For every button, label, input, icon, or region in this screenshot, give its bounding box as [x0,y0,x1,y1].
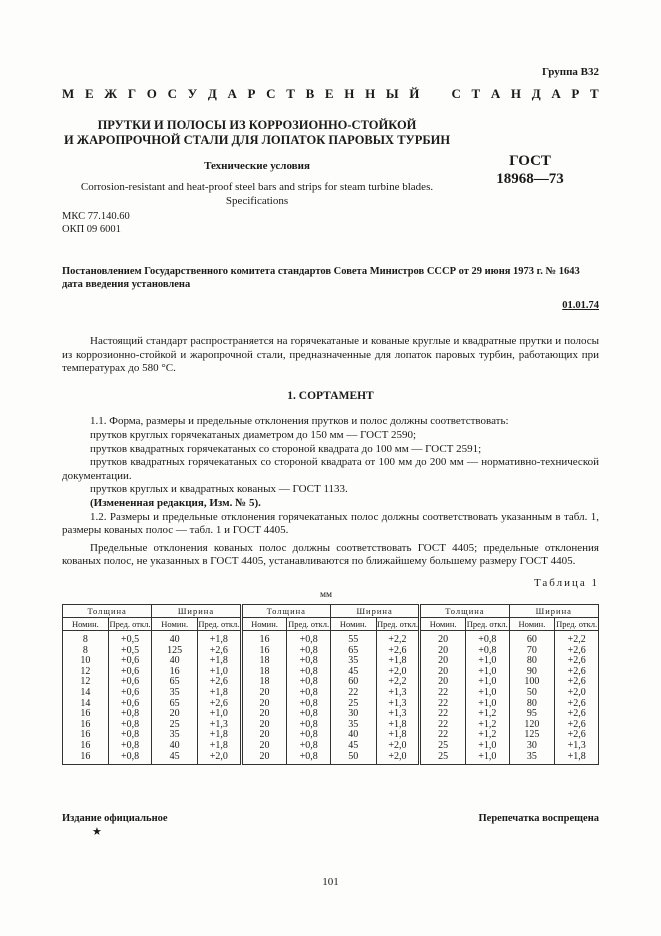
standard-banner [62,86,599,102]
table-cell: 35 [330,656,376,667]
table-cell: 125 [152,646,198,657]
table-cell: 20 [152,709,198,720]
table-cell: 16 [152,667,198,678]
table-cell: 25 [420,741,466,752]
table-cell: 20 [241,741,287,752]
table-cell: 22 [420,699,466,710]
table-cell: 50 [509,688,555,699]
table-sub-header: Номин. [330,618,376,631]
banner-letter: У [187,86,198,101]
banner-letter: Н [344,86,355,101]
table-cell: 20 [420,656,466,667]
table-cell: +1,8 [376,730,420,741]
mks-code: МКС 77.140.60 [62,211,130,222]
table-cell: 40 [152,741,198,752]
banner-letter: Р [247,86,256,101]
table-cell: +0,8 [108,752,152,765]
table-cell: 125 [509,730,555,741]
table-cell: 20 [241,730,287,741]
table-cell: +1,0 [465,699,509,710]
banner-letter: Н [365,86,376,101]
banner-letter: С [167,86,177,101]
table-cell: 12 [63,667,109,678]
banner-letter: Ж [104,86,118,101]
banner-letter: Г [127,86,137,101]
table-cell: +0,8 [108,741,152,752]
paragraph-1-1-c: прутков квадратных горячекатаных со стороной квадрата от 100 мм до 200 мм — нормативно-технической документации. [62,456,599,482]
banner-letter: Ы [385,86,399,101]
table-body [63,631,599,765]
table-cell: 14 [63,699,109,710]
table-cell: +2,6 [555,709,599,720]
table-cell: 40 [330,730,376,741]
table-row [63,720,599,731]
english-title [62,180,452,208]
table-cell: 30 [330,709,376,720]
table-cell: +2,6 [555,656,599,667]
table-sub-header: Номин. [63,618,109,631]
paragraph-1-1-a: прутков круглых горячекатаных диаметром до 150 мм — ГОСТ 2590; [90,428,417,441]
table-row [63,677,599,688]
table-cell: 100 [509,677,555,688]
intro-paragraph: Настоящий стандарт распространяется на горячекатаные и кованые круглые и квадратные прутки и полосы из коррозионно-стойкой и жаропрочной стали, предназначенные для лопаток паровых турбин, работающих при температурах до 580 °С. [62,335,599,375]
table-cell: 25 [420,752,466,765]
table-cell: 80 [509,656,555,667]
gost-code: 18968—73 [496,171,564,187]
classification-codes [62,210,130,236]
table-cell: +1,3 [198,720,242,731]
table-cell: +2,6 [555,699,599,710]
table-cell: +1,8 [198,741,242,752]
reprint-notice: Перепечатка воспрещена [478,813,599,824]
table-cell: +1,3 [555,741,599,752]
table-sub-header: Номин. [420,618,466,631]
official-edition: Издание официальное [62,813,168,824]
table-cell: 20 [420,677,466,688]
table-cell: +1,0 [198,667,242,678]
paragraph-1-2: 1.2. Размеры и предельные отклонения горячекатаных полос должны соответствовать указанным в табл. 1, размеры кованых полос — табл. 1 и ГОСТ 4405. [62,510,599,537]
table-cell: +0,6 [108,688,152,699]
gost-number [490,152,570,188]
table-cell: +1,8 [198,631,242,646]
banner-letter: Т [590,86,599,101]
table-cell: +2,0 [376,667,420,678]
table-cell: 65 [152,699,198,710]
table-cell: 16 [63,741,109,752]
table-cell: 22 [420,730,466,741]
table-cell: 25 [152,720,198,731]
table-unit: мм [320,590,333,600]
table-cell: +1,3 [376,709,420,720]
banner-letter: С [451,86,461,101]
table-cell: 40 [152,631,198,646]
table-cell: +1,8 [198,730,242,741]
table-row [63,631,599,646]
table-cell: +0,8 [287,709,331,720]
table-cell: 25 [330,699,376,710]
table-cell: 20 [420,646,466,657]
table-cell: 95 [509,709,555,720]
table-row [63,646,599,657]
banner-letter: Е [84,86,94,101]
english-title-line-1: Corrosion-resistant and heat-proof steel bars and strips for steam turbine blades. [80,181,434,193]
table-cell: +2,0 [555,688,599,699]
table-cell: +0,5 [108,646,152,657]
table-cell: 12 [63,677,109,688]
table-cell: +1,0 [465,688,509,699]
table-group-header: Толщина [63,605,152,618]
table-cell: +1,2 [465,709,509,720]
table-cell: 16 [241,631,287,646]
table-cell: +2,2 [376,677,420,688]
table-cell: 35 [152,688,198,699]
english-title-line-2: Specifications [225,195,289,207]
table-sub-header: Пред. откл. [198,619,240,629]
table-cell: +0,8 [287,720,331,731]
table-row [63,699,599,710]
table-cell: 16 [241,646,287,657]
table-sub-header: Пред. откл. [288,619,330,629]
paragraph-1-2-b: Предельные отклонения кованых полос должны соответствовать ГОСТ 4405; предельные отклонения кованых полос, не указанных в ГОСТ 4405, устанавливаются по ближайшему большему размеру ГОСТ 4405. [62,541,599,568]
table-cell: +0,6 [108,677,152,688]
group-code: Группа В32 [541,66,599,78]
table-sub-header: Пред. откл. [466,619,508,629]
table-cell: 60 [330,677,376,688]
page-number: 101 [322,876,339,888]
table-row [63,752,599,765]
introduction-date: 01.01.74 [562,300,599,311]
paragraph-1-1: 1.1. Форма, размеры и предельные отклонения прутков и полос должны соответствовать: [90,415,509,428]
table-cell: 16 [63,730,109,741]
table-sub-header: Номин. [152,618,198,631]
table-sub-header: Пред. откл. [109,619,151,629]
table-cell: +1,8 [198,656,242,667]
banner-letter: А [490,86,501,101]
table-cell: 8 [63,631,109,646]
table-cell: +0,8 [287,752,331,765]
dimensions-table [62,604,599,765]
table-group-header: Толщина [420,605,509,618]
table-cell: +0,8 [287,667,331,678]
table-cell: 16 [63,752,109,765]
table-cell: 60 [509,631,555,646]
table-cell: +2,6 [198,646,242,657]
table-cell: 50 [330,752,376,765]
table-cell: 22 [420,688,466,699]
banner-letter: Р [571,86,580,101]
table-cell: +0,8 [108,709,152,720]
table-group-header-row [63,605,599,618]
table-cell: +0,8 [287,741,331,752]
table-cell: 20 [241,699,287,710]
table-cell: +0,8 [287,646,331,657]
table-cell: +2,6 [555,720,599,731]
banner-letter: Т [471,86,481,101]
table-cell: +1,3 [376,699,420,710]
banner-letter: Й [409,86,420,101]
table-cell: 30 [509,741,555,752]
table-cell: +1,8 [555,752,599,765]
table-cell: +2,0 [198,752,242,765]
table-cell: 20 [241,720,287,731]
table-cell: 90 [509,667,555,678]
table-sub-header: Пред. откл. [376,619,418,629]
table-row [63,709,599,720]
table-sub-header: Номин. [509,618,555,631]
table-cell: +0,8 [287,730,331,741]
decree-text [62,265,602,291]
paragraph-1-1-b: прутков квадратных горячекатаных со стороной квадрата до 100 мм — ГОСТ 2591; [90,442,482,455]
table-cell: 80 [509,699,555,710]
star-icon: ★ [92,826,102,838]
table-cell: +0,8 [108,720,152,731]
table-cell: +2,2 [376,631,420,646]
table-cell: +0,8 [287,688,331,699]
table-cell: +1,8 [376,720,420,731]
table-cell: +0,5 [108,631,152,646]
table-cell: 55 [330,631,376,646]
table-cell: 70 [509,646,555,657]
table-cell: +0,8 [287,677,331,688]
table-cell: 45 [330,741,376,752]
table-cell: +0,8 [465,646,509,657]
table-cell: 16 [63,720,109,731]
table-cell: 35 [509,752,555,765]
banner-letter: Е [324,86,334,101]
table-cell: 35 [152,730,198,741]
table-cell: +2,6 [555,646,599,657]
table-cell: 22 [420,709,466,720]
table-cell: +0,8 [287,699,331,710]
table-cell: 18 [241,667,287,678]
decree-line-1: Постановлением Государственного комитета стандартов Совета Министров СССР от 29 июня 1973 г. № 1643 [62,266,580,277]
table-row [63,741,599,752]
table-cell: +2,0 [376,741,420,752]
table-cell: +0,8 [287,656,331,667]
decree-line-2: дата введения установлена [62,279,191,290]
table-cell: 120 [509,720,555,731]
table-cell: +1,0 [465,677,509,688]
title-line-1: ПРУТКИ И ПОЛОСЫ ИЗ КОРРОЗИОННО-СТОЙКОЙ [97,118,417,132]
table-cell: +0,6 [108,699,152,710]
document-title [62,118,452,148]
document-subtitle: Технические условия [204,160,310,172]
table-cell: +1,8 [198,688,242,699]
section-heading: 1. СОРТАМЕНТ [287,389,374,402]
table-cell: +2,6 [198,677,242,688]
table-row [63,688,599,699]
banner-letter: Д [531,86,541,101]
table-cell: +1,2 [465,720,509,731]
paragraph-1-1-d: прутков круглых и квадратных кованых — ГОСТ 1133. [90,483,348,496]
amendment-note: (Измененная редакция, Изм. № 5). [90,496,261,509]
banner-letter: С [266,86,276,101]
table-cell: 65 [330,646,376,657]
table-cell: +2,6 [555,730,599,741]
table-cell: +2,6 [555,677,599,688]
banner-letter: В [305,86,315,101]
table-cell: +2,0 [376,752,420,765]
table-cell: 65 [152,677,198,688]
table-cell: 35 [330,720,376,731]
table-cell: 10 [63,656,109,667]
table-cell: 18 [241,656,287,667]
banner-letter: А [227,86,237,101]
table-cell: +2,6 [376,646,420,657]
table-group-header: Толщина [241,605,330,618]
banner-letter: А [551,86,561,101]
title-line-2: И ЖАРОПРОЧНОЙ СТАЛИ ДЛЯ ЛОПАТОК ПАРОВЫХ ТУРБИН [63,133,451,147]
table-cell: 8 [63,646,109,657]
table-cell: +1,2 [465,730,509,741]
table-cell: +1,0 [465,752,509,765]
table-sub-header-row [63,618,599,631]
table-group-header: Ширина [330,605,419,618]
table-cell: 45 [330,667,376,678]
table-row [63,656,599,667]
gost-label: ГОСТ [509,153,551,169]
table-cell: 40 [152,656,198,667]
table-sub-header: Номин. [241,618,287,631]
table-cell: +1,0 [465,667,509,678]
table-cell: 16 [63,709,109,720]
table-cell: +2,6 [198,699,242,710]
table-cell: +2,2 [555,631,599,646]
banner-letter: Н [510,86,522,101]
table-cell: 20 [241,688,287,699]
table-cell: +0,8 [465,631,509,646]
table-cell: +1,8 [376,656,420,667]
table-cell: 20 [420,631,466,646]
table-cell: 14 [63,688,109,699]
table-row [63,667,599,678]
table-label: Таблица 1 [533,577,599,589]
table-cell: +0,8 [287,631,331,646]
table-cell: +0,6 [108,656,152,667]
table-cell: 20 [241,709,287,720]
table-cell: 18 [241,677,287,688]
table-cell: +1,0 [465,656,509,667]
table-cell: +1,0 [198,709,242,720]
table-cell: +2,6 [555,667,599,678]
table-cell: 22 [330,688,376,699]
table-cell: +0,6 [108,667,152,678]
table-group-header: Ширина [509,605,598,618]
table-cell: +1,3 [376,688,420,699]
table-group-header: Ширина [152,605,241,618]
banner-letter: О [146,86,157,101]
table-cell: 20 [420,667,466,678]
okp-code: ОКП 09 6001 [62,224,121,235]
table-cell: 45 [152,752,198,765]
banner-letter: Т [286,86,295,101]
banner-letter: М [62,86,75,101]
table-cell: 20 [241,752,287,765]
banner-letter: Д [207,86,217,101]
main-text [62,335,599,569]
table-cell: +0,8 [108,730,152,741]
table-sub-header: Пред. откл. [556,619,598,629]
table-cell: 22 [420,720,466,731]
table-cell: +1,0 [465,741,509,752]
table-row [63,730,599,741]
